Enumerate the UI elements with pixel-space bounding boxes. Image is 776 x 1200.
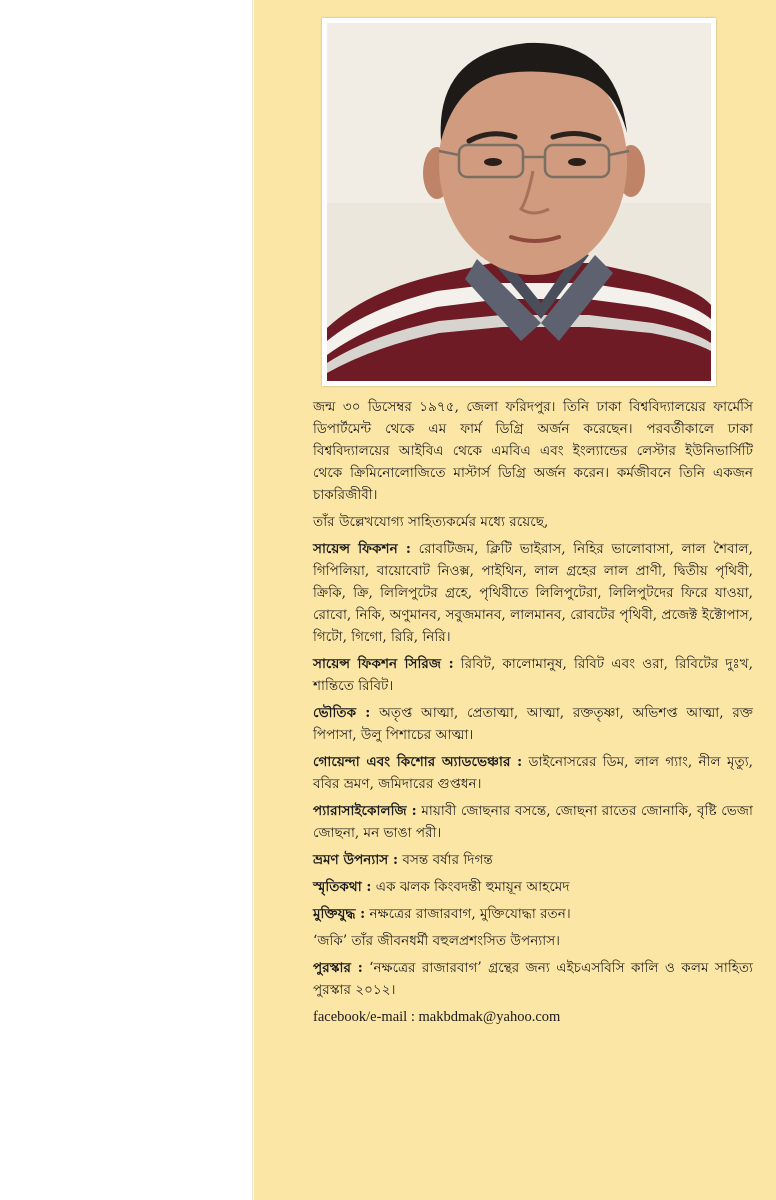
section-memoir xyxy=(313,876,753,898)
section-label: মুক্তিযুদ্ধ : xyxy=(313,906,366,922)
section-text: ডাইনোসরের ডিম, লাল গ্যাং, নীল মৃত্যু, ববির ভ্রমণ, জমিদারের গুপ্তধন। xyxy=(313,754,753,792)
author-photo xyxy=(327,23,711,381)
section-label: সায়েন্স ফিকশন : xyxy=(313,541,411,557)
author-photo-frame xyxy=(322,18,716,386)
section-text: রোবটিজম, ক্লিটি ভাইরাস, নিহির ভালোবাসা, লাল শৈবাল, গিপিলিয়া, বায়োবোট নিওক্স, পাইথিন, লাল গ্রহের লাল প্রাণী, দ্বিতীয় পৃথিবী, ক্রিকি, ক্রি, লিলিপুটের গ্রহে, পৃথিবীতে লিলিপুটেরা, লিলিপুটদের ফিরে যাওয়া, রোবো, নিকি, অণুমানব, সবুজমানব, লালমানব, রোবটের পৃথিবী, প্রজেক্ট ইক্টোপাস, গিটো, গিগো, রিরি, নিরি। xyxy=(313,541,753,645)
section-text: মায়াবী জোছনার বসন্তে, জোছনা রাতের জোনাকি, বৃষ্টি ভেজা জোছনা, মন ভাঙা পরী। xyxy=(313,803,753,841)
section-text: নক্ষত্রের রাজারবাগ, মুক্তিযোদ্ধা রতন। xyxy=(369,906,571,922)
section-label: পুরস্কার : xyxy=(313,960,363,976)
blank-page-strip xyxy=(0,0,253,1200)
section-text: অতৃপ্ত আত্মা, প্রেতাত্মা, আত্মা, রক্ততৃষ্ণা, অভিশপ্ত আত্মা, রক্ত পিপাসা, উলু পিশাচের আত্মা। xyxy=(313,705,753,743)
section-liberation-war xyxy=(313,903,753,925)
section-label: ভ্রমণ উপন্যাস : xyxy=(313,852,399,868)
section-science-fiction xyxy=(313,538,753,648)
section-parapsychology xyxy=(313,800,753,844)
author-biography xyxy=(313,396,753,1033)
section-label: প্যারাসাইকোলজি : xyxy=(313,803,417,819)
section-label: সায়েন্স ফিকশন সিরিজ : xyxy=(313,656,454,672)
section-text: বসন্ত বর্ষার দিগন্ত xyxy=(402,852,493,868)
section-text: এক ঝলক কিংবদন্তী হুমায়ূন আহমেদ xyxy=(375,879,570,895)
section-travel-novel xyxy=(313,849,753,871)
bio-intro: জন্ম ৩০ ডিসেম্বর ১৯৭৫, জেলা ফরিদপুর। তিনি ঢাকা বিশ্ববিদ্যালয়ের ফার্মেসি ডিপার্টমেন্ট থেকে এম ফার্ম ডিগ্রি অর্জন করেছেন। পরবর্তীকালে ঢাকা বিশ্ববিদ্যালয়ের আইবিএ থেকে এমবিএ এবং ইংল্যান্ডের লেস্টার ইউনিভার্সিটি থেকে ক্রিমিনোলোজিতে মাস্টার্স ডিগ্রি অর্জন করেন। কর্মজীবনে তিনি একজন চাকরিজীবী। xyxy=(313,399,753,503)
section-science-fiction-series xyxy=(313,653,753,697)
section-text: ‘নক্ষত্রের রাজারবাগ’ গ্রন্থের জন্য এইচএসবিসি কালি ও কলম সাহিত্য পুরস্কার ২০১২। xyxy=(313,960,753,998)
biographical-novel-note: ‘জকি’ তাঁর জীবনধর্মী বহুলপ্রশংসিত উপন্যাস। xyxy=(313,933,561,949)
section-detective-adventure xyxy=(313,751,753,795)
section-label: ভৌতিক : xyxy=(313,705,371,721)
works-intro: তাঁর উল্লেখযোগ্য সাহিত্যকর্মের মধ্যে রয়েছে, xyxy=(313,514,549,530)
section-label: গোয়েন্দা এবং কিশোর অ্যাডভেঞ্চার : xyxy=(313,754,523,770)
section-text: রিবিট, কালোমানুষ, রিবিট এবং ওরা, রিবিটের দুঃখ, শান্তিতে রিবিট। xyxy=(313,656,753,694)
section-label: স্মৃতিকথা : xyxy=(313,879,372,895)
section-award xyxy=(313,957,753,1001)
contact-email: facebook/e-mail : makbdmak@yahoo.com xyxy=(313,1009,561,1025)
section-horror xyxy=(313,702,753,746)
